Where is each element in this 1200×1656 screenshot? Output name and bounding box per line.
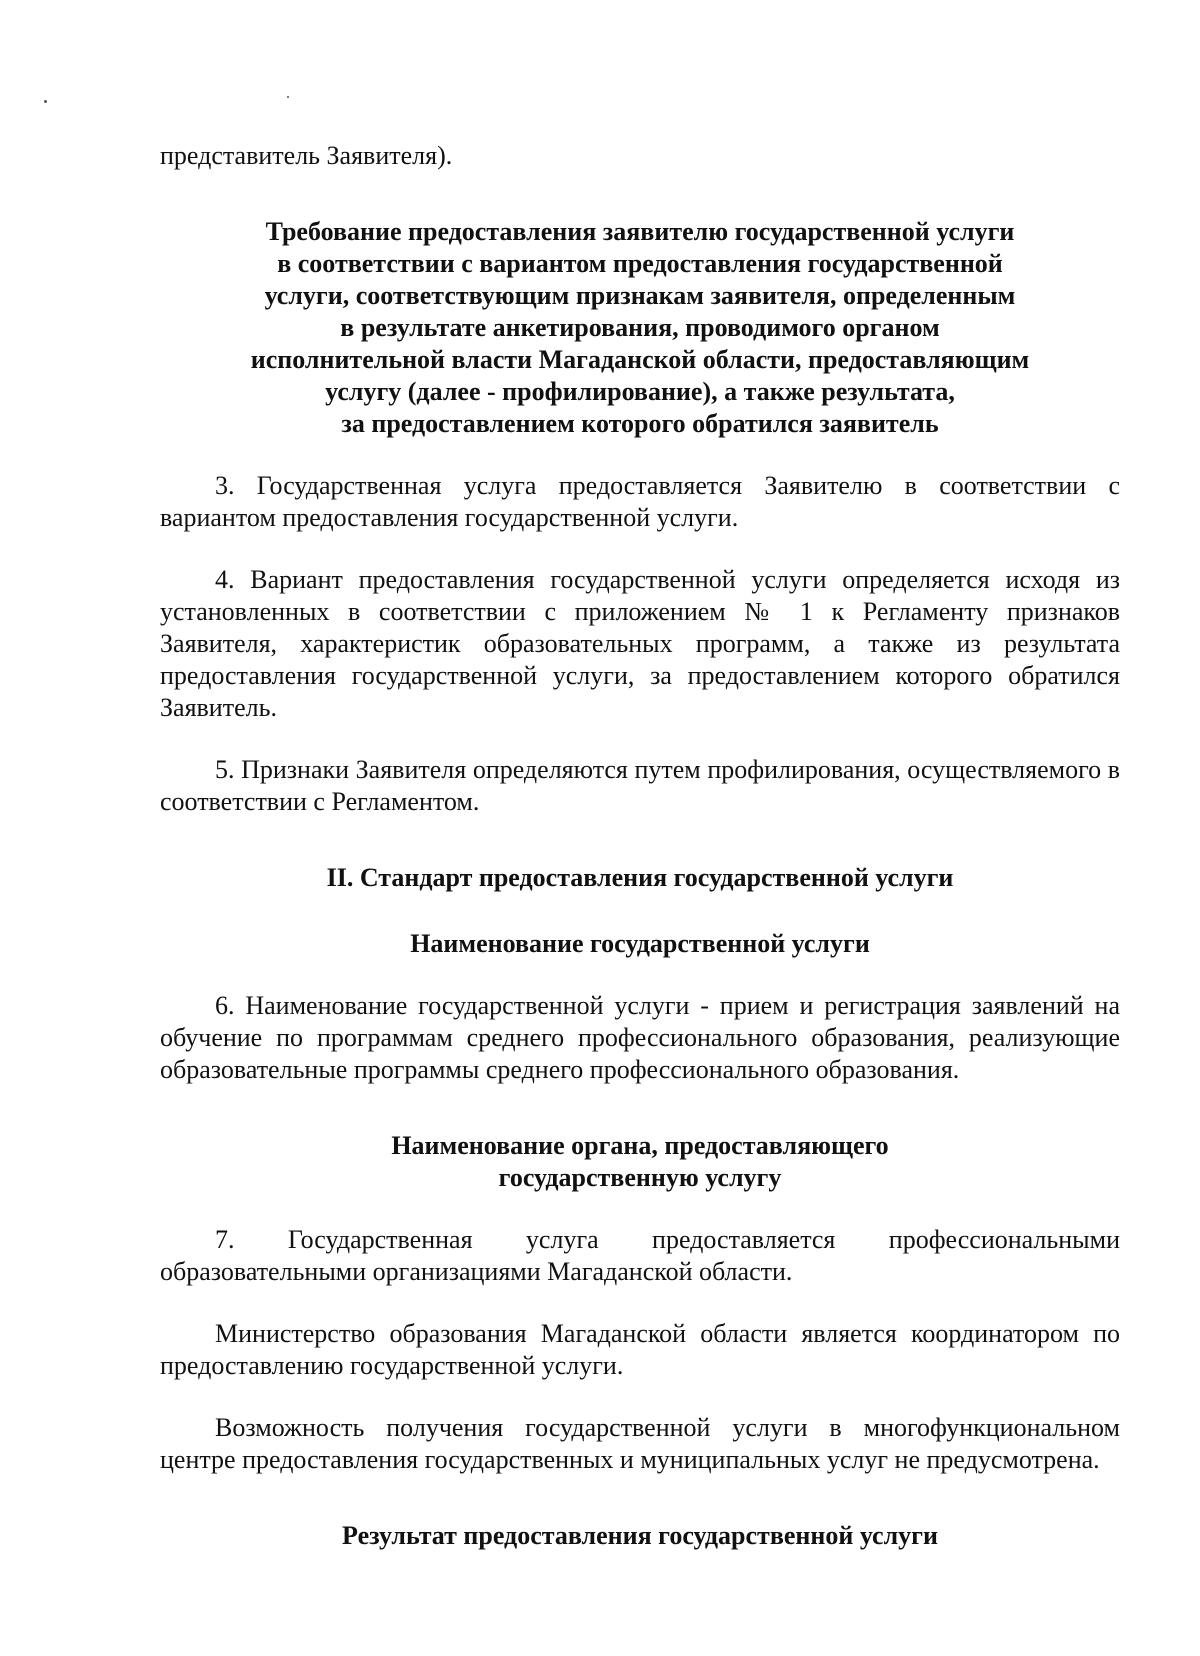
paragraph-7: 7. Государственная услуга предоставляется профессиональными образовательными организациями Магаданской области. [160,1225,1120,1286]
subheading-service-name: Наименование государственной услуги [410,929,870,958]
paragraph-4: 4. Вариант предоставления государственной услуги определяется исходя из установленных в соответствии с приложением № 1 к Регламенту признаков Заявителя, характеристик образовательных программ, а также из результата предоставления государственной услуги, за предоставлением которого обратился Заявитель. [160,565,1120,722]
paragraph-6: 6. Наименование государственной услуги - прием и регистрация заявлений на обучение по программам среднего профессионального образования, реализующие образовательные программы среднего профессионального образования. [160,991,1120,1084]
paragraph-5: 5. Признаки Заявителя определяются путем профилирования, осуществляемого в соответствии с Регламентом. [160,755,1120,816]
scan-speck [287,96,289,98]
paragraph-3: 3. Государственная услуга предоставляется Заявителю в соответствии с вариантом предоставления государственной услуги. [160,471,1120,532]
scan-speck [44,100,47,103]
paragraph-mfc: Возможность получения государственной услуги в многофункциональном центре предоставления государственных и муниципальных услуг не предусмотрена. [160,1413,1120,1474]
subheading-service-body: Наименование органа, предоставляющего государственную услугу [391,1131,889,1192]
subheading-service-result: Результат предоставления государственной услуги [342,1521,938,1550]
section-heading-standard: II. Стандарт предоставления государственной услуги [326,863,954,892]
continued-paragraph: представитель Заявителя). [160,141,453,170]
document-body [160,140,1120,1552]
section-heading-requirement: Требование предоставления заявителю государственной услуги в соответствии с вариантом предоставления государственной услуги, соответствующим признакам заявителя, определенным в результате анкетирования, проводимого органом исполнительной власти Магаданской области, предоставляющим услугу (далее - профилирование), а также результата, за предоставлением которого обратился заявитель [250,217,1030,438]
paragraph-ministry: Министерство образования Магаданской области является координатором по предоставлению государственной услуги. [160,1319,1120,1380]
